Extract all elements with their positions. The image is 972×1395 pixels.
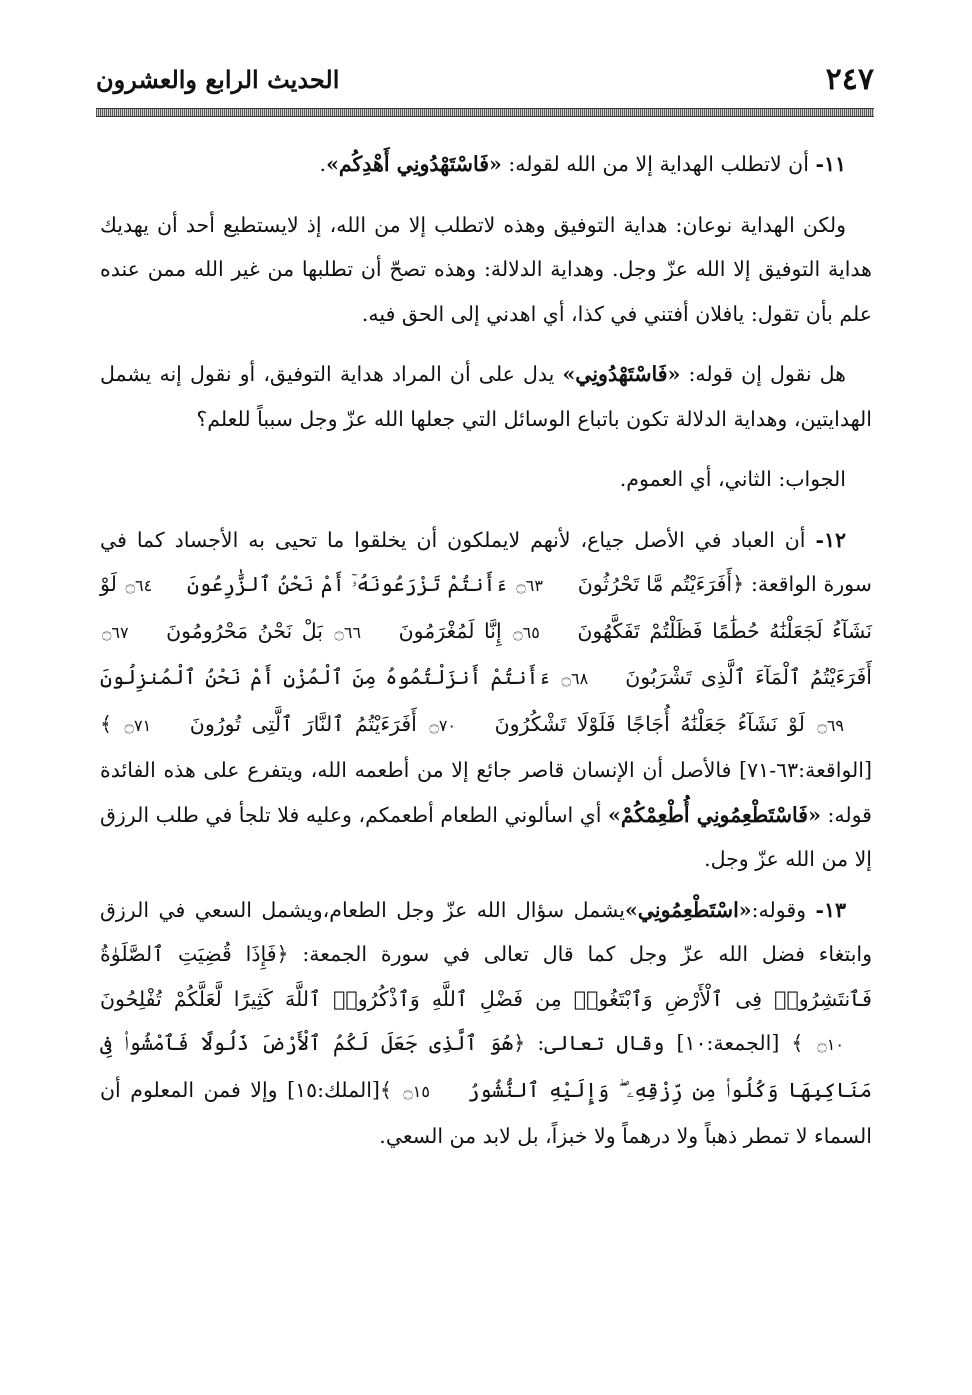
point-number: ١٢- [815, 527, 846, 552]
point-text: وإلا فمن المعلوم أن السماء لا تمطر ذهباً ولا درهماً ولا خبزاً، بل لابد من السعي. [100, 1077, 872, 1148]
quran-ayah: لَوْ نَشَآءُ جَعَلْنَٰهُ أُجَاجًا فَلَوْلَا تَشْكُرُونَ [494, 711, 805, 736]
ayah-number-marker: ۝٦٧ [102, 622, 129, 642]
quran-citation: ﴾[الملك:١٥] [287, 1077, 392, 1102]
page-number: ٢٤٧ [825, 62, 874, 97]
hadith-quote: «فَاسْتَطْعِمُونِي أُطْعِمْكُمْ» [608, 802, 821, 827]
point-text: يشمل سؤال الله عزّ وجل الطعام،ويشمل السعي في الرزق وابتغاء فضل الله عزّ وجل كما قال تعالى في سورة الجمعة: [100, 897, 872, 966]
point-text: وقال تعالى: [537, 1031, 665, 1055]
point-text: أن لاتطلب الهداية إلا من الله لقوله: [508, 152, 809, 176]
ayah-number-marker: ۝٦٦ [334, 622, 362, 642]
answer: الجواب: الثاني، أي العموم. [619, 467, 846, 491]
quran-ayah: ﴿فَإِذَا قُضِيَتِ ٱلصَّلَوٰةُ فَٱنتَشِرُوا۟ فِى ٱلْأَرْضِ وَٱبْتَغُوا۟ مِن فَضْلِ ٱللَّهِ وَٱذْكُرُوا۟ ٱللَّهَ كَثِيرًا لَّعَلَّكُمْ تُفْلِحُونَ [100, 942, 872, 1011]
page-header [96, 58, 874, 102]
point-text: أن العباد في الأصل جياع، لأنهم لايملكون أن يخلقوا ما تحيى به الأجساد كما في سورة الواقعة: [100, 527, 872, 596]
quran-ayah: ﴿أَفَرَءَيْتُم مَّا تَحْرُثُونَ [577, 572, 745, 596]
point-12 [100, 518, 872, 882]
quran-ayah: بَلْ نَحْنُ مَحْرُومُونَ [166, 618, 323, 643]
ayah-number-marker: ۝١٠ [817, 1035, 844, 1054]
quran-ayah: ءَأَنتُمْ تَزْرَعُونَهُۥٓ أَمْ نَحْنُ ٱلزَّٰرِعُونَ [187, 572, 508, 596]
body-text [100, 142, 872, 1165]
point-11 [100, 142, 872, 187]
quran-ayah: إِنَّا لَمُغْرَمُونَ [398, 618, 502, 643]
paragraph-question [100, 352, 872, 441]
quran-ayah: ﴿هُوَ ٱلَّذِى جَعَلَ لَكُمُ ٱلْأَرْضَ ذَلُولًا فَٱمْشُوا۟ فِى مَنَاكِبِهَا وَكُلُوا۟ مِن رِّزْقِهِۦ ۖ وَإِلَيْهِ ٱلنُّشُورُ [100, 1031, 872, 1102]
point-text: أي اسألوني الطعام أطعمكم، وعليه فلا تلجأ في طلب الرزق إلا من الله عزّ وجل. [100, 802, 872, 871]
point-number: ١١- [815, 152, 846, 176]
punctuation: . [319, 152, 327, 176]
header-rule [96, 108, 874, 117]
point-number: ١٣- [815, 897, 846, 922]
point-text: فالأصل أن الإنسان قاصر جائع إلا من أطعمه الله، ويتفرع على هذه الفائدة قوله: [100, 758, 872, 827]
quran-citation: ﴾[الواقعة:٦٣-٧١] [100, 711, 872, 782]
ayah-number-marker: ۝٦٤ [125, 576, 153, 595]
quran-ayah: لَوْ نَشَآءُ لَجَعَلْنَٰهُ حُطَٰمًا فَظَلْتُمْ تَفَكَّهُونَ [100, 572, 872, 643]
paragraph-hidaya-types: ولكن الهداية نوعان: هداية التوفيق وهذه لاتطلب إلا من الله، إذ لايستطيع أحد أن يهديك هداية التوفيق إلا الله عزّ وجل. وهداية الدلالة: وهذه تصحّ أن تطلبها من غير الله ممن عنده علم بأن تقول: يافلان أفتني في كذا، أي اهدني إلى الحق فيه. [100, 212, 872, 326]
ayah-number-marker: ۝٦٣ [516, 576, 543, 595]
quran-ayah: أَفَرَءَيْتُمُ ٱلنَّارَ ٱلَّتِى تُورُونَ [189, 711, 417, 736]
quran-ayah: ءَأَنتُمْ أَنزَلْتُمُوهُ مِنَ ٱلْمُزْنِ أَمْ نَحْنُ ٱلْمُنزِلُونَ [100, 665, 551, 689]
quran-ayah: أَفَرَءَيْتُمُ ٱلْمَآءَ ٱلَّذِى تَشْرَبُونَ [625, 665, 872, 689]
ayah-number-marker: ۝١٥ [403, 1081, 430, 1101]
quran-citation: ﴾ [الجمعة:١٠] [676, 1031, 804, 1055]
point-text: وقوله: [751, 897, 807, 922]
point-13 [100, 888, 872, 1159]
ayah-number-marker: ۝٧١ [124, 715, 152, 735]
ayah-number-marker: ۝٦٩ [817, 715, 844, 735]
ayah-number-marker: ۝٦٨ [561, 669, 589, 688]
running-title: الحديث الرابع والعشرون [96, 65, 340, 94]
question-lead: هل نقول إن قوله: [688, 362, 846, 386]
ayah-number-marker: ۝٦٥ [513, 622, 540, 642]
hadith-quote: «اسْتَطْعِمُونِي» [624, 897, 752, 922]
hadith-quote: «فَاسْتَهْدُونِي» [562, 362, 681, 386]
ayah-number-marker: ۝٧٠ [429, 715, 457, 735]
hadith-quote: «فَاسْتَهْدُونِي أَهْدِكُم» [326, 152, 502, 176]
question-rest: يدل على أن المراد هداية التوفيق، أو نقول إنه يشمل الهدايتين، وهداية الدلالة تكون باتباع الوسائل التي جعلها الله عزّ وجل سبباً للعلم؟ [100, 362, 872, 431]
